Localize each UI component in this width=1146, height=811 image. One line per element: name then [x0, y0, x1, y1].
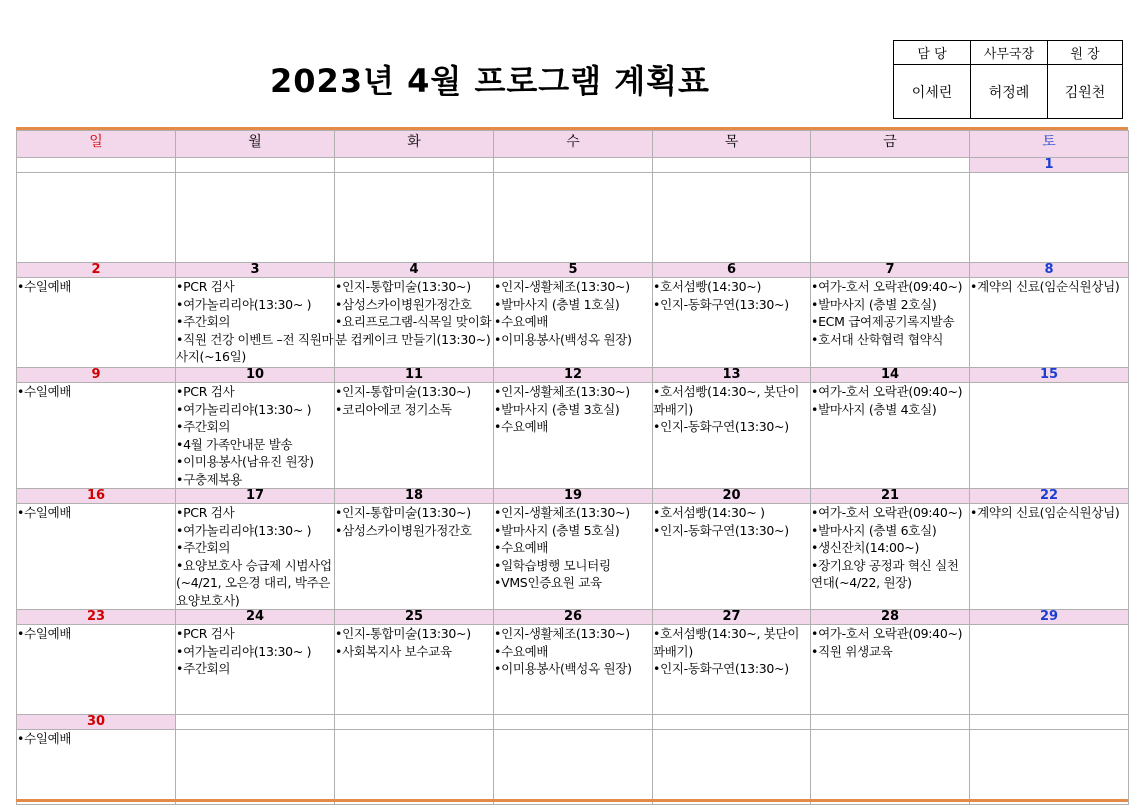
day-cell: [335, 383, 494, 489]
date-number: 17: [176, 489, 335, 504]
date-number: [494, 158, 653, 173]
approval-name-manager: 이세린: [894, 65, 971, 119]
event-item: •발마사지 (층별 3호실): [494, 401, 620, 417]
day-cell: [811, 173, 970, 263]
event-item: •주간회의: [176, 314, 231, 329]
date-number: 7: [811, 263, 970, 278]
date-number: 3: [176, 263, 335, 278]
day-cell: [494, 730, 653, 805]
event-item: •인지-생활체조(13:30~): [494, 626, 630, 641]
event-item: •인지-통합미술(13:30~): [335, 279, 471, 294]
event-item: •장기요양 공정과 혁신 실천연대(~4/22, 원장): [811, 557, 959, 590]
date-number: 18: [335, 489, 494, 504]
date-number: 4: [335, 263, 494, 278]
day-cell: [176, 278, 335, 368]
calendar-bottom-border: [16, 799, 1128, 802]
date-number: 24: [176, 610, 335, 625]
approval-header-director: 원 장: [1048, 41, 1123, 65]
day-cell: [653, 278, 811, 368]
date-number: 1: [970, 158, 1129, 173]
calendar: [16, 127, 1128, 805]
day-cell: [494, 504, 653, 610]
day-cell: [17, 730, 176, 805]
date-number: 14: [811, 368, 970, 383]
day-cell: [176, 625, 335, 715]
event-row: [17, 504, 1129, 610]
event-item: •주간회의: [176, 419, 231, 434]
day-cell: [176, 504, 335, 610]
date-number: [811, 158, 970, 173]
weekday-sat: 토: [970, 131, 1129, 158]
event-item: •이미용봉사(백성옥 원장): [494, 331, 632, 347]
event-item: •여가-호서 오락관(09:40~): [811, 505, 963, 520]
event-item: •주간회의: [176, 540, 231, 555]
event-item: •계약의 신료(임순식원상님): [970, 279, 1120, 294]
event-item: •수일예배: [17, 279, 72, 294]
event-row: [17, 625, 1129, 715]
date-number: 26: [494, 610, 653, 625]
event-item: •일학습병행 모니터링: [494, 557, 611, 573]
day-cell: [811, 730, 970, 805]
date-number: [17, 158, 176, 173]
day-cell: [17, 625, 176, 715]
event-item: •이미용봉사(백성옥 원장): [494, 661, 632, 676]
approval-name-director: 김원천: [1048, 65, 1123, 119]
day-cell: [653, 504, 811, 610]
event-item: •사회복지사 보수교육: [335, 643, 452, 659]
day-cell: [970, 730, 1129, 805]
day-cell: [335, 625, 494, 715]
event-item: •PCR 검사: [176, 505, 235, 520]
approval-name-secretary: 허정례: [971, 65, 1048, 119]
date-number: 5: [494, 263, 653, 278]
day-cell: [970, 625, 1129, 715]
day-cell: [335, 278, 494, 368]
event-item: •인지-생활체조(13:30~): [494, 279, 630, 294]
day-cell: [17, 173, 176, 263]
event-item: •발마사지 (층별 1호실): [494, 296, 620, 312]
event-item: •수요예배: [494, 540, 549, 555]
event-item: •여가-호서 오락관(09:40~): [811, 626, 963, 641]
day-cell: [970, 173, 1129, 263]
date-number: 6: [653, 263, 811, 278]
event-item: •수요예배: [494, 314, 549, 329]
weekday-header-row: [17, 131, 1129, 158]
event-item: •여가-호서 오락관(09:40~): [811, 279, 963, 294]
event-item: •인지-생활체조(13:30~): [494, 384, 630, 399]
event-item: •구충제복용: [176, 471, 242, 487]
date-number: 16: [17, 489, 176, 504]
day-cell: [176, 730, 335, 805]
date-number: 12: [494, 368, 653, 383]
event-item: •인지-동화구연(13:30~): [653, 661, 789, 676]
weekday-fri: 금: [811, 131, 970, 158]
event-item: •수요예배: [494, 419, 549, 434]
day-cell: [970, 383, 1129, 489]
event-item: •수일예배: [17, 731, 72, 746]
event-item: •삼성스카이병원가정간호: [335, 522, 472, 538]
approval-box: [893, 40, 1123, 119]
weekday-thu: 목: [653, 131, 811, 158]
approval-header-secretary: 사무국장: [971, 41, 1048, 65]
event-item: •수일예배: [17, 626, 72, 641]
date-number: [176, 715, 335, 730]
day-cell: [970, 278, 1129, 368]
day-cell: [335, 173, 494, 263]
day-cell: [811, 383, 970, 489]
calendar-grid: [16, 130, 1129, 805]
event-item: •여가놀리리야(13:30~ ): [176, 522, 312, 538]
event-item: •수일예배: [17, 384, 72, 399]
date-number: [653, 715, 811, 730]
event-item: •호서섬빵(14:30~): [653, 279, 762, 294]
event-item: •발마사지 (층별 6호실): [811, 522, 937, 538]
date-number: 30: [17, 715, 176, 730]
event-item: •호서대 산학협력 협약식: [811, 331, 944, 347]
event-item: •계약의 신료(임순식원상님): [970, 505, 1120, 520]
date-number-row: [17, 368, 1129, 383]
date-number: 22: [970, 489, 1129, 504]
event-item: •PCR 검사: [176, 384, 235, 399]
day-cell: [17, 383, 176, 489]
day-cell: [494, 383, 653, 489]
event-item: •이미용봉사(남유진 원장): [176, 454, 314, 469]
event-item: •수요예배: [494, 643, 549, 659]
day-cell: [811, 504, 970, 610]
day-cell: [811, 278, 970, 368]
weekday-mon: 월: [176, 131, 335, 158]
event-item: •직원 위생교육: [811, 643, 893, 659]
event-item: •인지-통합미술(13:30~): [335, 505, 471, 520]
day-cell: [17, 504, 176, 610]
day-cell: [653, 383, 811, 489]
event-row: [17, 173, 1129, 263]
day-cell: [653, 730, 811, 805]
event-item: •VMS인증요원 교육: [494, 575, 602, 590]
day-cell: [653, 173, 811, 263]
date-number: [335, 715, 494, 730]
event-item: •PCR 검사: [176, 626, 235, 641]
event-item: •수일예배: [17, 505, 72, 520]
event-item: •인지-동화구연(13:30~): [653, 522, 789, 538]
event-item: •호서섬빵(14:30~, 봇단이꽈배기): [653, 626, 800, 659]
event-item: •ECM 급여제공기록지발송: [811, 314, 955, 329]
event-item: •생신잔치(14:00~): [811, 540, 920, 555]
date-number: 21: [811, 489, 970, 504]
day-cell: [494, 625, 653, 715]
date-number-row: [17, 489, 1129, 504]
weekday-wed: 수: [494, 131, 653, 158]
event-item: •주간회의: [176, 661, 231, 676]
date-number: [811, 715, 970, 730]
date-number: 28: [811, 610, 970, 625]
date-number-row: [17, 610, 1129, 625]
event-item: •여가놀리리야(13:30~ ): [176, 401, 312, 417]
event-item: •호서섬빵(14:30~, 봇단이꽈배기): [653, 384, 800, 417]
day-cell: [970, 504, 1129, 610]
event-item: •코리아에코 정기소독: [335, 401, 452, 417]
event-item: •PCR 검사: [176, 279, 235, 294]
event-row: [17, 278, 1129, 368]
day-cell: [494, 173, 653, 263]
date-number: [335, 158, 494, 173]
day-cell: [653, 625, 811, 715]
event-item: •인지-생활체조(13:30~): [494, 505, 630, 520]
date-number: [494, 715, 653, 730]
date-number: [970, 715, 1129, 730]
date-number: 11: [335, 368, 494, 383]
date-number: 27: [653, 610, 811, 625]
date-number: 10: [176, 368, 335, 383]
weekday-sun: 일: [17, 131, 176, 158]
date-number: 19: [494, 489, 653, 504]
date-number: [176, 158, 335, 173]
date-number: 2: [17, 263, 176, 278]
day-cell: [176, 383, 335, 489]
day-cell: [494, 278, 653, 368]
event-item: •여가-호서 오락관(09:40~): [811, 384, 963, 399]
event-row: [17, 730, 1129, 805]
day-cell: [335, 730, 494, 805]
date-number: 15: [970, 368, 1129, 383]
event-item: •인지-동화구연(13:30~): [653, 419, 789, 434]
event-item: •호서섬빵(14:30~ ): [653, 505, 765, 520]
event-item: •4월 가족안내문 발송: [176, 436, 293, 452]
event-item: •여가놀리리야(13:30~ ): [176, 643, 312, 659]
event-item: •요리프로그램-식목일 맞이화분 컵케이크 만들기(13:30~): [335, 314, 492, 347]
event-item: •발마사지 (층별 4호실): [811, 401, 937, 417]
date-number-row: [17, 158, 1129, 173]
day-cell: [17, 278, 176, 368]
event-item: •삼성스카이병원가정간호: [335, 296, 472, 312]
event-item: •인지-동화구연(13:30~): [653, 296, 789, 312]
date-number: 29: [970, 610, 1129, 625]
date-number: 23: [17, 610, 176, 625]
page-title: 2023년 4월 프로그램 계획표: [270, 62, 710, 100]
event-item: •요양보호사 승급제 시범사업(~4/21, 오은경 대리, 박주은 요양보호사): [176, 557, 332, 608]
date-number-row: [17, 263, 1129, 278]
event-row: [17, 383, 1129, 489]
event-item: •직원 건강 이벤트 –전 직원마사지(~16일): [176, 331, 334, 364]
date-number-row: [17, 715, 1129, 730]
date-number: 20: [653, 489, 811, 504]
date-number: 8: [970, 263, 1129, 278]
event-item: •발마사지 (층별 2호실): [811, 296, 937, 312]
date-number: 13: [653, 368, 811, 383]
day-cell: [811, 625, 970, 715]
event-item: •여가놀리리야(13:30~ ): [176, 296, 312, 312]
event-item: •인지-통합미술(13:30~): [335, 626, 471, 641]
day-cell: [176, 173, 335, 263]
date-number: 9: [17, 368, 176, 383]
event-item: •인지-통합미술(13:30~): [335, 384, 471, 399]
date-number: [653, 158, 811, 173]
date-number: 25: [335, 610, 494, 625]
approval-header-manager: 담 당: [894, 41, 971, 65]
event-item: •발마사지 (층별 5호실): [494, 522, 620, 538]
weekday-tue: 화: [335, 131, 494, 158]
day-cell: [335, 504, 494, 610]
